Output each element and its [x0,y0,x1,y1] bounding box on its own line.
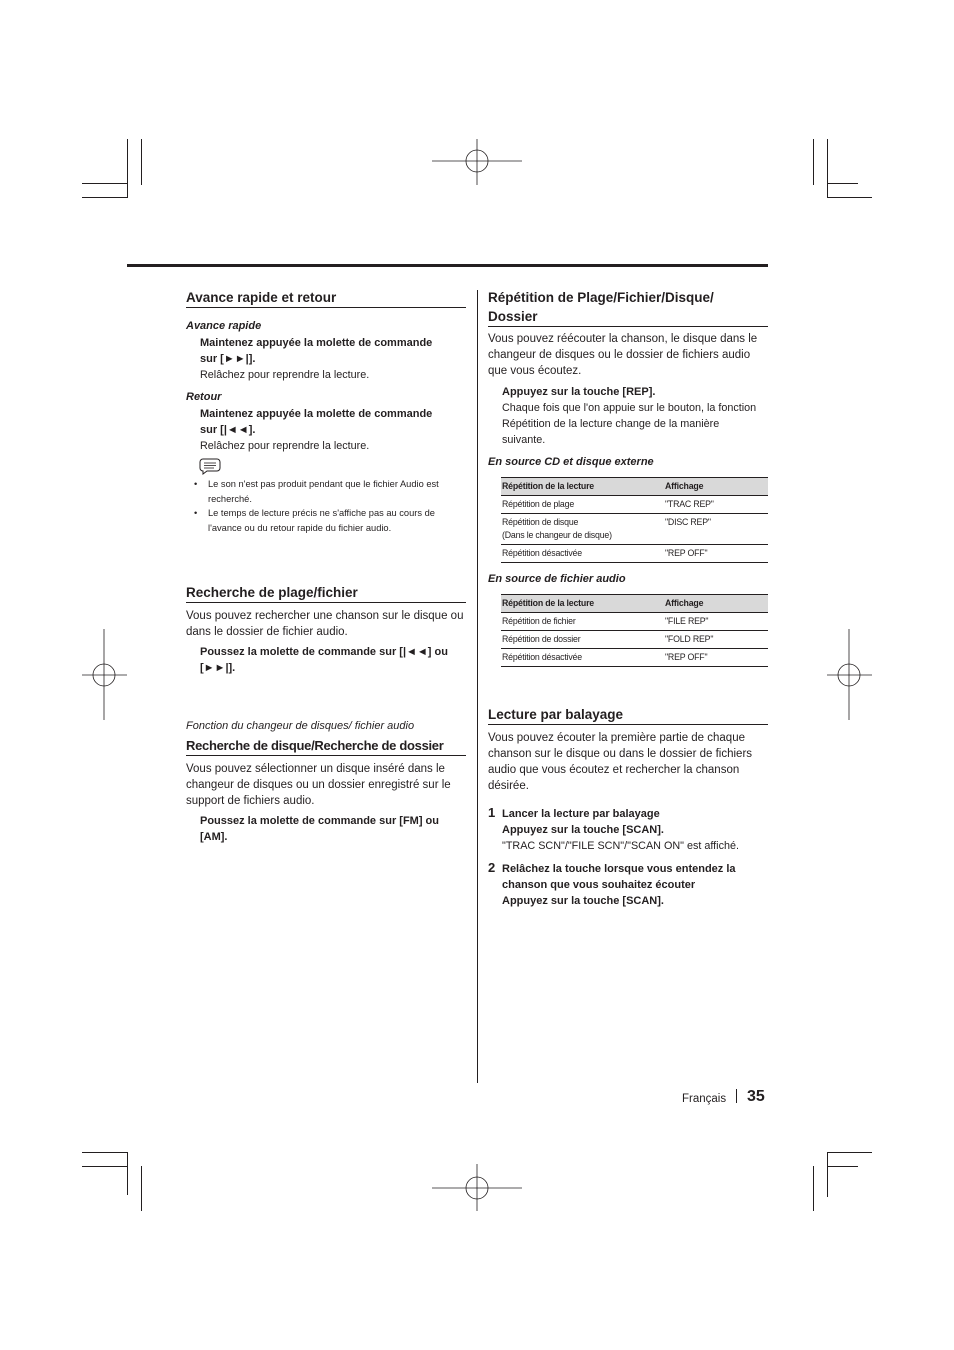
mode-note: (Dans le changeur de disque) [502,530,612,540]
mode-cell: Répétition de plage [502,499,575,509]
mode-cell: Répétition de dossier [502,634,581,644]
table-row [501,631,768,649]
title-underline [186,755,466,756]
display-cell: "REP OFF" [665,548,708,558]
title-underline [488,724,768,725]
step-title-line: Relâchez la touche lorsque vous entendez la [502,863,736,875]
body-text: Vous pouvez rechercher une chanson sur le disque ou dans le dossier de fichier audio. [186,610,464,638]
column-header: Affichage [664,478,768,496]
body-text: Vous pouvez écouter la première partie de chaque chanson sur le disque ou dans le dossier de fichiers audio que vous écoutez et rechercher la chanson désirée. [488,732,753,792]
section-title: Avance rapide et retour [186,290,337,305]
instruction-line: Maintenez appuyée la molette de commande [200,337,433,349]
section-title-line: Répétition de Plage/Fichier/Disque/ [488,290,714,305]
table-row [501,613,768,631]
display-cell: "TRAC REP" [665,499,714,509]
display-cell: "FILE REP" [665,616,709,626]
mode-cell [501,514,664,545]
subheading-fast-forward: Avance rapide [186,320,262,332]
column-header: Répétition de la lecture [501,478,664,496]
table-row [501,496,768,514]
instruction-line: Appuyez sur la touche [REP]. [502,386,656,398]
table-row [501,649,768,667]
instruction-line: Poussez la molette de commande sur [FM] ou [200,815,439,827]
instruction-line: [AM]. [200,831,228,843]
subheading-cd-source: En source CD et disque externe [488,456,654,468]
display-cell: "FOLD REP" [665,634,714,644]
step-number: 1 [488,805,496,820]
step-instruction: Appuyez sur la touche [SCAN]. [502,824,664,836]
note-item: • Le temps de lecture précis ne s'affiche pas au cours de l'avance ou du retour rapide du fichier audio. [194,506,470,535]
title-underline [186,602,466,603]
table-header-row [501,478,768,496]
table-row [501,545,768,563]
header-rule [127,264,768,267]
body-text: Vous pouvez réécouter la chanson, le disque dans le changeur de disques ou le dossier de fichiers audio que vous écoutez. [488,333,758,377]
instruction-line: [►►|]. [200,662,236,674]
page-number: 35 [747,1088,765,1105]
notes-list [194,477,470,535]
title-underline [488,326,768,327]
step-instruction: Appuyez sur la touche [SCAN]. [502,895,664,907]
subheading-audio-source: En source de fichier audio [488,573,626,585]
table-header-row [501,595,768,613]
release-text: Relâchez pour reprendre la lecture. [200,369,370,381]
mode-cell: Répétition désactivée [502,652,582,662]
section-title: Recherche de disque/Recherche de dossier [186,738,444,753]
instruction-line: sur [|◄◄]. [200,424,256,436]
column-header: Affichage [664,595,768,613]
instruction-line: sur [►►|]. [200,353,256,365]
body-text: Vous pouvez sélectionner un disque inséré dans le changeur de disques ou un dossier enregistré sur le support de fichiers audio. [186,763,451,807]
instruction-line: Maintenez appuyée la molette de commande [200,408,433,420]
language-label: Français [682,1093,727,1105]
mode-text: Répétition de disque [502,517,579,527]
step-title-line: chanson que vous souhaitez écouter [502,879,696,891]
section-title: Recherche de plage/fichier [186,585,358,600]
step-title: Lancer la lecture par balayage [502,808,660,820]
instruction-line: Poussez la molette de commande sur [|◄◄] ou [200,646,448,658]
subheading-rewind: Retour [186,391,222,403]
release-text: Relâchez pour reprendre la lecture. [200,440,370,452]
display-cell: "REP OFF" [665,652,708,662]
footer-divider [736,1089,737,1103]
column-divider [477,290,478,1083]
mode-cell: Répétition désactivée [502,548,582,558]
mode-cell: Répétition de fichier [502,616,576,626]
table-row [501,514,768,545]
repeat-table-cd [501,477,768,563]
section-title-line: Dossier [488,309,538,324]
display-cell: "DISC REP" [665,517,711,527]
description-text: Chaque fois que l'on appuie sur le bouton, la fonction Répétition de la lecture change de la manière suivante. [502,402,757,446]
step-number: 2 [488,860,496,875]
context-label: Fonction du changeur de disques/ fichier audio [186,720,415,732]
repeat-table-audio [501,594,768,667]
title-underline [186,307,466,308]
column-header: Répétition de la lecture [501,595,664,613]
note-item: • Le son n'est pas produit pendant que le fichier Audio est recherché. [194,477,470,506]
note-icon [199,457,221,475]
section-title: Lecture par balayage [488,707,624,722]
step-description: "TRAC SCN"/"FILE SCN"/"SCAN ON" est affiché. [502,840,739,852]
